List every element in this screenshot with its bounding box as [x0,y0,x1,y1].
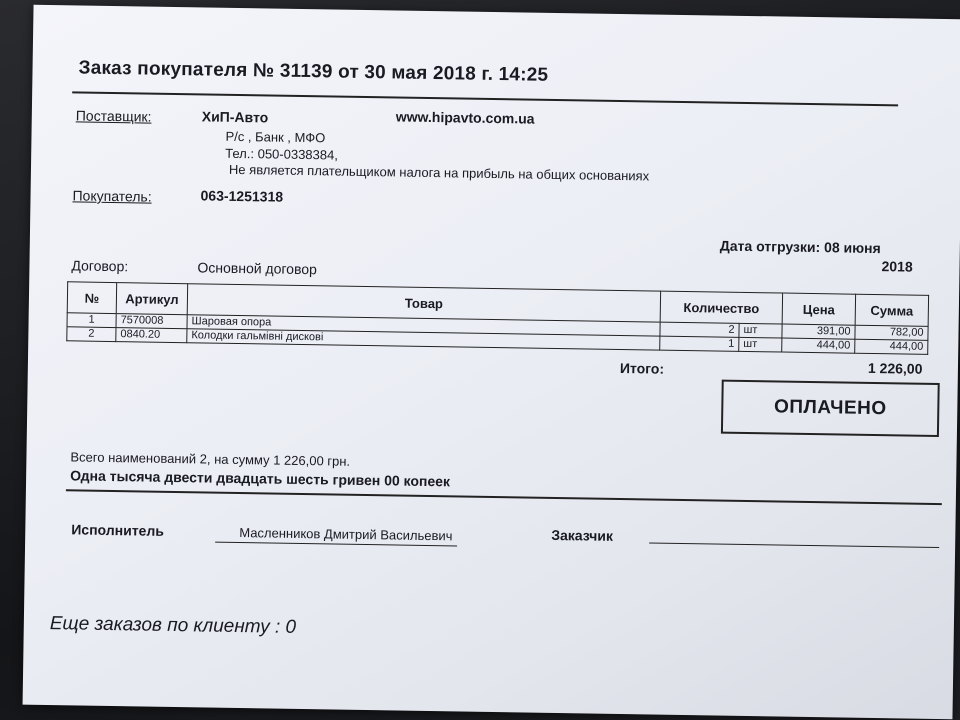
items-table [66,281,929,355]
row-unit: шт [739,323,782,338]
contract-label: Договор: [71,257,129,275]
customer-label: Заказчик [551,526,614,544]
executor-label: Исполнитель [71,521,165,539]
total-value: 1 226,00 [867,359,923,377]
buyer-label: Покупатель: [72,187,152,205]
supplier-tax-note: Не является плательщиком налога на прибыль на общих основаниях [228,161,650,184]
header-sum: Сумма [855,294,928,326]
shipment-date-line1: Дата отгрузки: 08 июня [719,237,881,257]
row-product: Шаровая опора [187,315,660,336]
title-divider [72,91,898,106]
footer-orders-count: Еще заказов по клиенту : 0 [49,613,297,638]
order-document [23,5,960,720]
supplier-label: Поставщик: [75,107,152,125]
row-sku: 0840.20 [116,328,187,343]
executor-name: Масленников Дмитрий Васильевич [239,525,453,544]
row-sum: 782,00 [855,325,928,340]
header-price: Цена [782,293,855,325]
supplier-website: www.hipavto.com.ua [395,108,535,127]
row-price: 391,00 [782,324,855,339]
row-price: 444,00 [782,338,855,353]
contract-value: Основной договор [197,259,318,278]
row-num: 1 [67,313,116,328]
row-num: 2 [67,327,116,342]
document-title: Заказ покупателя № 31139 от 30 мая 2018 г. 14:25 [78,57,549,86]
row-sum: 444,00 [855,339,928,354]
shipment-date-line2: 2018 [881,258,913,275]
header-sku: Артикул [116,283,187,315]
header-num: № [67,282,116,314]
supplier-phone-line: Тел.: 050-0338384, [225,145,339,163]
summary-amount-words: Одна тысяча двести двадцать шесть гривен 00 копеек [70,467,451,490]
row-qty: 1 [660,336,739,351]
supplier-name: ХиП-Авто [201,108,269,126]
header-qty: Количество [660,291,782,324]
row-sku: 7570008 [116,314,187,329]
header-product: Товар [187,284,660,322]
row-qty: 2 [660,322,739,337]
paid-stamp: ОПЛАЧЕНО [721,380,940,437]
total-label: Итого: [619,359,665,377]
customer-signature-line [649,542,939,548]
buyer-value: 063-1251318 [200,187,284,205]
row-unit: шт [739,337,782,352]
summary-divider [66,489,942,505]
row-product: Колодки гальмівні дискові [187,329,660,350]
summary-count-line: Всего наименований 2, на сумму 1 226,00 грн. [70,449,351,469]
supplier-bank-line: Р/с , Банк , МФО [225,128,326,146]
